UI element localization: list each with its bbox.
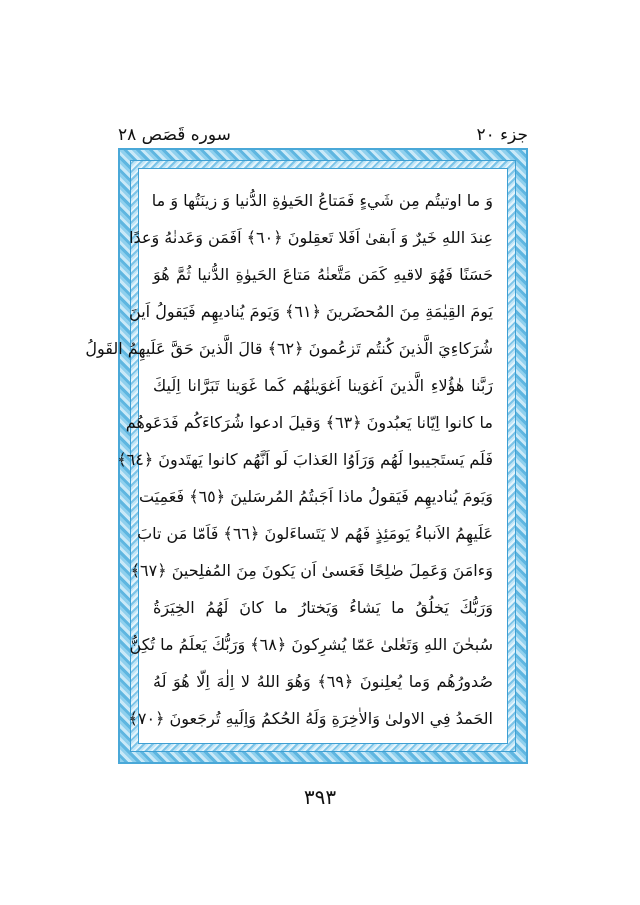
text-line: وَرَبُّكَ يَخلُقُ ما يَشاءُ وَيَختارُ ما كانَ لَهُمُ الخِيَرَةُ xyxy=(153,598,493,617)
text-line: وَ ما اوتيتُم مِن شَيءٍ فَمَتاعُ الحَيوٰةِ الدُّنيا وَ زينَتُها وَ ما xyxy=(151,191,493,210)
text-line: عِندَ اللهِ خَيرٌ وَ اَبقىٰ اَفَلا تَعقِلونَ ﴿٦٠﴾ اَفَمَن وَعَدنٰهُ وَعدًا xyxy=(129,228,493,247)
page-number: ٣٩٣ xyxy=(303,785,337,809)
decorative-border-inner xyxy=(85,160,516,752)
text-line: فَلَم يَستَجيبوا لَهُم وَرَاَوُا العَذابَ لَو اَنَّهُم كانوا يَهتَدونَ ﴿٦٤﴾ xyxy=(117,450,493,469)
text-line: صُدورُهُم وَما يُعلِنونَ ﴿٦٩﴾ وَهُوَ اللهُ لا اِلٰهَ اِلّا هُوَ لَهُ xyxy=(153,672,494,691)
verse-lines xyxy=(85,187,494,733)
text-line: يَومَ القِيٰمَةِ مِنَ المُحضَرينَ ﴿٦١﴾ وَيَومَ يُناديهِم فَيَقولُ اَينَ xyxy=(129,302,493,321)
decorative-border xyxy=(85,148,528,764)
juz-label: جزء ٢٠ xyxy=(476,125,528,145)
text-line: وَءامَنَ وَعَمِلَ صٰلِحًا فَعَسىٰ اَن يَكونَ مِنَ المُفلِحينَ ﴿٦٧﴾ xyxy=(130,561,493,580)
surah-label: سوره قَصَص ٢٨ xyxy=(118,125,231,145)
text-line: ما كانوا اِيّانا يَعبُدونَ ﴿٦٣﴾ وَقيلَ ادعوا شُرَكاءَكُم فَدَعَوهُم xyxy=(125,413,493,432)
page-header xyxy=(118,120,528,150)
text-line: رَبَّنا هٰؤُلاءِ الَّذينَ اَغوَينا اَغوَينٰهُم كَما غَوَينا تَبَرَّانا اِلَيكَ xyxy=(153,376,493,395)
text-line: وَيَومَ يُناديهِم فَيَقولُ ماذا اَجَبتُمُ المُرسَلينَ ﴿٦٥﴾ فَعَمِيَت xyxy=(138,487,493,506)
text-line: الحَمدُ فِي الاولىٰ وَالاٰخِرَةِ وَلَهُ الحُكمُ وَاِلَيهِ تُرجَعونَ ﴿٧٠﴾ xyxy=(128,709,493,728)
text-line: حَسَنًا فَهُوَ لاقيهِ كَمَن مَتَّعنٰهُ مَتاعَ الحَيوٰةِ الدُّنيا ثُمَّ هُوَ xyxy=(153,265,493,284)
text-line: شُرَكاءِيَ الَّذينَ كُنتُم تَزعُمونَ ﴿٦٢﴾ قالَ الَّذينَ حَقَّ عَلَيهِمُ القَولُ xyxy=(85,339,493,358)
text-line: سُبحٰنَ اللهِ وَتَعٰلىٰ عَمّا يُشرِكونَ ﴿٦٨﴾ وَرَبُّكَ يَعلَمُ ما تُكِنُّ xyxy=(129,635,493,654)
text-line: عَلَيهِمُ الاَنباءُ يَومَئِذٍ فَهُم لا يَتَساءَلونَ ﴿٦٦﴾ فَاَمّا مَن تابَ xyxy=(137,524,493,543)
text-panel xyxy=(85,168,508,744)
